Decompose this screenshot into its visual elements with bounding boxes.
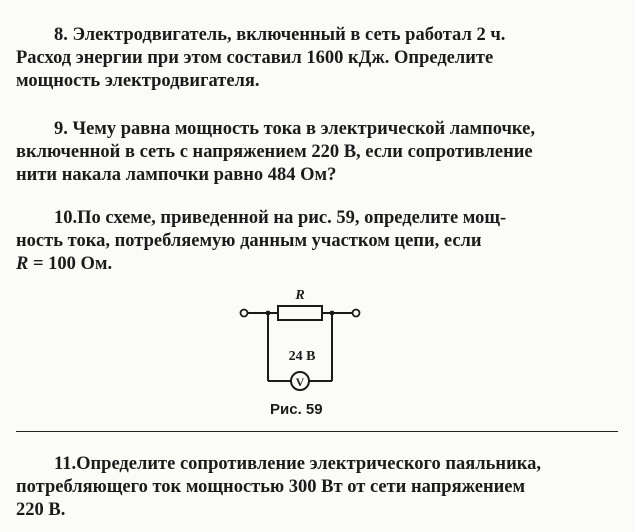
problem-10 <box>16 207 616 276</box>
figure-caption: Рис. 59 <box>270 401 323 418</box>
problem-10-number: 10. <box>54 208 78 228</box>
resistor-label: R <box>295 288 305 303</box>
problem-9-line-3: нити накала лампочки равно 484 Ом? <box>16 165 337 185</box>
formula-value: = 100 Ом. <box>28 254 113 274</box>
problem-10-line-1: По схеме, приведенной на рис. 59, определите мощ- <box>77 208 507 228</box>
problem-8-line-3: мощность электродвигателя. <box>16 71 260 91</box>
right-terminal <box>353 310 360 317</box>
formula-variable: R <box>16 254 29 274</box>
voltage-label: 24 В <box>288 349 316 364</box>
left-terminal <box>241 310 248 317</box>
problem-11-line-2: потребляющего ток мощностью 300 Вт от сети напряжением <box>16 477 526 497</box>
problem-10-formula <box>16 253 616 276</box>
problem-8-line-2: Расход энергии при этом составил 1600 кДж. Определите <box>16 48 494 68</box>
resistor <box>278 306 322 320</box>
problem-11-line-1: Определите сопротивление электрического паяльника, <box>76 454 541 474</box>
problem-11 <box>16 453 616 522</box>
problem-9-line-2: включенной в сеть с напряжением 220 В, если сопротивление <box>16 142 533 162</box>
problem-8 <box>16 24 616 93</box>
problem-10-line-2: ность тока, потребляемую данным участком цепи, если <box>16 231 482 251</box>
divider-line <box>16 431 618 432</box>
problem-9-line-1: Чему равна мощность тока в электрической лампочке, <box>72 119 535 139</box>
problem-11-line-3: 220 В. <box>16 500 66 520</box>
problem-11-number: 11. <box>54 454 77 474</box>
problem-8-number: 8. <box>54 25 68 45</box>
problem-8-line-1: Электродвигатель, включенный в сеть работал 2 ч. <box>72 25 506 45</box>
problem-9 <box>16 118 616 187</box>
problem-9-number: 9. <box>54 119 68 139</box>
voltmeter-symbol: V <box>295 375 305 389</box>
